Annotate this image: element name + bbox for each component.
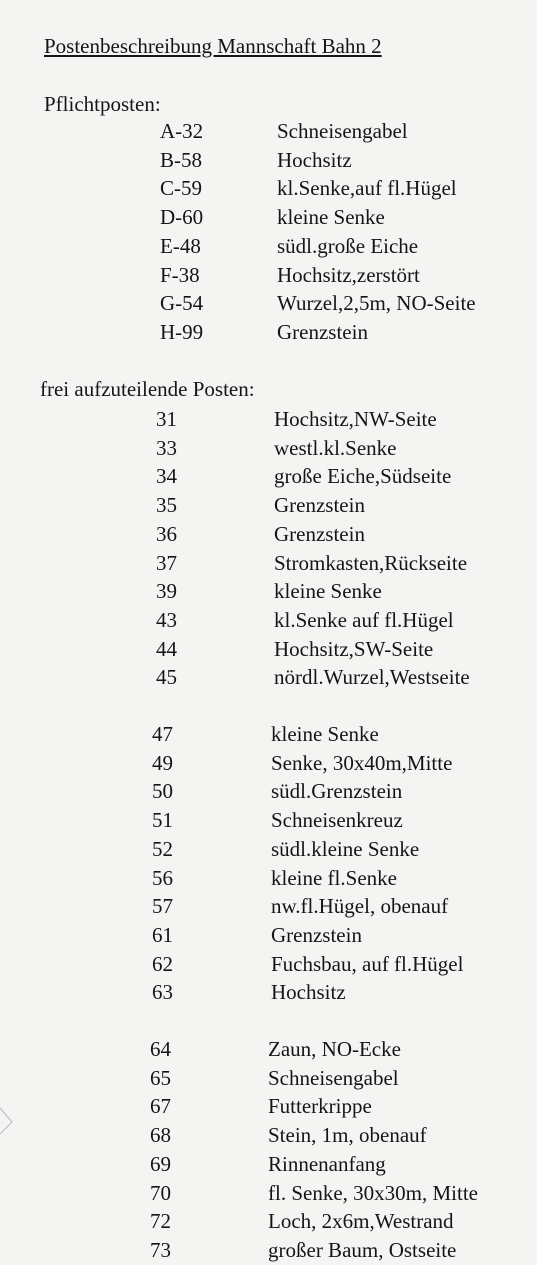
post-code: 45 xyxy=(156,665,177,690)
post-row xyxy=(0,289,537,317)
post-row xyxy=(0,520,537,548)
post-code: 56 xyxy=(152,865,173,890)
post-description: westl.kl.Senke xyxy=(274,435,397,460)
post-code: 31 xyxy=(156,407,177,431)
post-row xyxy=(0,232,537,260)
post-row xyxy=(0,434,537,462)
post-row xyxy=(0,146,537,174)
post-code: 62 xyxy=(152,951,173,976)
post-row xyxy=(0,835,537,863)
post-description: kleine Senke xyxy=(277,205,385,230)
post-description: Rinnenanfang xyxy=(268,1151,386,1176)
post-code: 33 xyxy=(156,435,177,460)
post-row xyxy=(0,892,537,920)
post-description: Futterkrippe xyxy=(268,1094,372,1119)
post-row xyxy=(0,978,537,1006)
post-description: Hochsitz,SW-Seite xyxy=(274,636,434,661)
post-code: 50 xyxy=(152,779,173,804)
post-code: H-99 xyxy=(160,319,204,344)
post-description: Loch, 2x6m,Westrand xyxy=(268,1209,454,1234)
post-row xyxy=(0,635,537,663)
post-code: 67 xyxy=(150,1094,171,1119)
post-description: kleine Senke xyxy=(274,579,382,604)
post-description: nördl.Wurzel,Westseite xyxy=(274,665,470,690)
post-code: 49 xyxy=(152,750,173,775)
post-code: B-58 xyxy=(160,147,202,172)
post-description: Wurzel,2,5m, NO-Seite xyxy=(277,291,476,316)
post-description: Grenzstein xyxy=(274,493,365,518)
post-description: Schneisenkreuz xyxy=(271,808,403,833)
post-description: großer Baum, Ostseite xyxy=(268,1237,457,1262)
scan-artifact-icon xyxy=(0,1100,16,1140)
post-code: F-38 xyxy=(160,262,200,287)
post-row xyxy=(0,462,537,490)
post-description: Grenzstein xyxy=(274,521,365,546)
post-description: kleine fl.Senke xyxy=(271,865,397,890)
post-description: Grenzstein xyxy=(277,319,368,344)
post-row xyxy=(0,1207,537,1235)
post-row xyxy=(0,1092,537,1120)
section-heading-optional: frei aufzuteilende Posten: xyxy=(40,377,255,401)
post-code: 43 xyxy=(156,607,177,632)
post-row xyxy=(0,921,537,949)
post-code: 52 xyxy=(152,836,173,861)
post-code: C-59 xyxy=(160,176,202,201)
post-row xyxy=(0,663,537,691)
post-code: 64 xyxy=(150,1037,171,1061)
post-row xyxy=(0,1064,537,1092)
post-code: 63 xyxy=(152,980,173,1005)
post-row xyxy=(0,1179,537,1207)
document-title: Postenbeschreibung Mannschaft Bahn 2 xyxy=(44,34,382,58)
post-description: Hochsitz xyxy=(277,147,352,172)
post-description: kleine Senke xyxy=(271,722,379,746)
post-row xyxy=(0,720,537,748)
post-code: D-60 xyxy=(160,205,204,230)
post-row xyxy=(0,1150,537,1178)
post-description: Stromkasten,Rückseite xyxy=(274,550,468,575)
post-description: Hochsitz,zerstört xyxy=(277,262,420,287)
post-row xyxy=(0,606,537,634)
post-row xyxy=(0,577,537,605)
post-code: 61 xyxy=(152,922,173,947)
post-row xyxy=(0,491,537,519)
post-description: südl.große Eiche xyxy=(277,233,419,258)
post-row xyxy=(0,405,537,433)
post-description: Hochsitz,NW-Seite xyxy=(274,407,437,431)
post-row xyxy=(0,261,537,289)
post-description: Senke, 30x40m,Mitte xyxy=(271,750,453,775)
post-row xyxy=(0,203,537,231)
post-description: südl.Grenzstein xyxy=(271,779,403,804)
post-description: südl.kleine Senke xyxy=(271,836,420,861)
post-row xyxy=(0,864,537,892)
post-row xyxy=(0,749,537,777)
post-row xyxy=(0,950,537,978)
post-row xyxy=(0,318,537,346)
post-row xyxy=(0,549,537,577)
post-code: 35 xyxy=(156,493,177,518)
post-row xyxy=(0,117,537,145)
post-description: große Eiche,Südseite xyxy=(274,464,452,489)
post-description: kl.Senke auf fl.Hügel xyxy=(274,607,454,632)
post-description: Stein, 1m, obenauf xyxy=(268,1123,427,1148)
post-code: 70 xyxy=(150,1180,171,1205)
post-row xyxy=(0,1121,537,1149)
post-code: 69 xyxy=(150,1151,171,1176)
post-description: Schneisengabel xyxy=(268,1065,399,1090)
post-description: Fuchsbau, auf fl.Hügel xyxy=(271,951,464,976)
post-description: Zaun, NO-Ecke xyxy=(268,1037,401,1061)
post-code: 34 xyxy=(156,464,177,489)
post-code: 36 xyxy=(156,521,177,546)
post-row xyxy=(0,806,537,834)
post-code: 72 xyxy=(150,1209,171,1234)
post-row xyxy=(0,174,537,202)
post-description: Schneisengabel xyxy=(277,119,408,143)
post-code: A-32 xyxy=(160,119,204,143)
post-description: fl. Senke, 30x30m, Mitte xyxy=(268,1180,478,1205)
post-code: 37 xyxy=(156,550,177,575)
post-description: Grenzstein xyxy=(271,922,362,947)
post-row xyxy=(0,1035,537,1063)
post-description: nw.fl.Hügel, obenauf xyxy=(271,894,449,919)
post-description: Hochsitz xyxy=(271,980,346,1005)
post-code: E-48 xyxy=(160,233,201,258)
post-code: 65 xyxy=(150,1065,171,1090)
post-code: 39 xyxy=(156,579,177,604)
section-heading-mandatory: Pflichtposten: xyxy=(44,92,161,116)
post-row xyxy=(0,1236,537,1264)
post-code: 73 xyxy=(150,1237,171,1262)
post-code: 68 xyxy=(150,1123,171,1148)
post-code: 57 xyxy=(152,894,173,919)
post-code: 51 xyxy=(152,808,173,833)
post-code: G-54 xyxy=(160,291,204,316)
post-code: 44 xyxy=(156,636,177,661)
post-description: kl.Senke,auf fl.Hügel xyxy=(277,176,457,201)
post-row xyxy=(0,777,537,805)
post-code: 47 xyxy=(152,722,173,746)
